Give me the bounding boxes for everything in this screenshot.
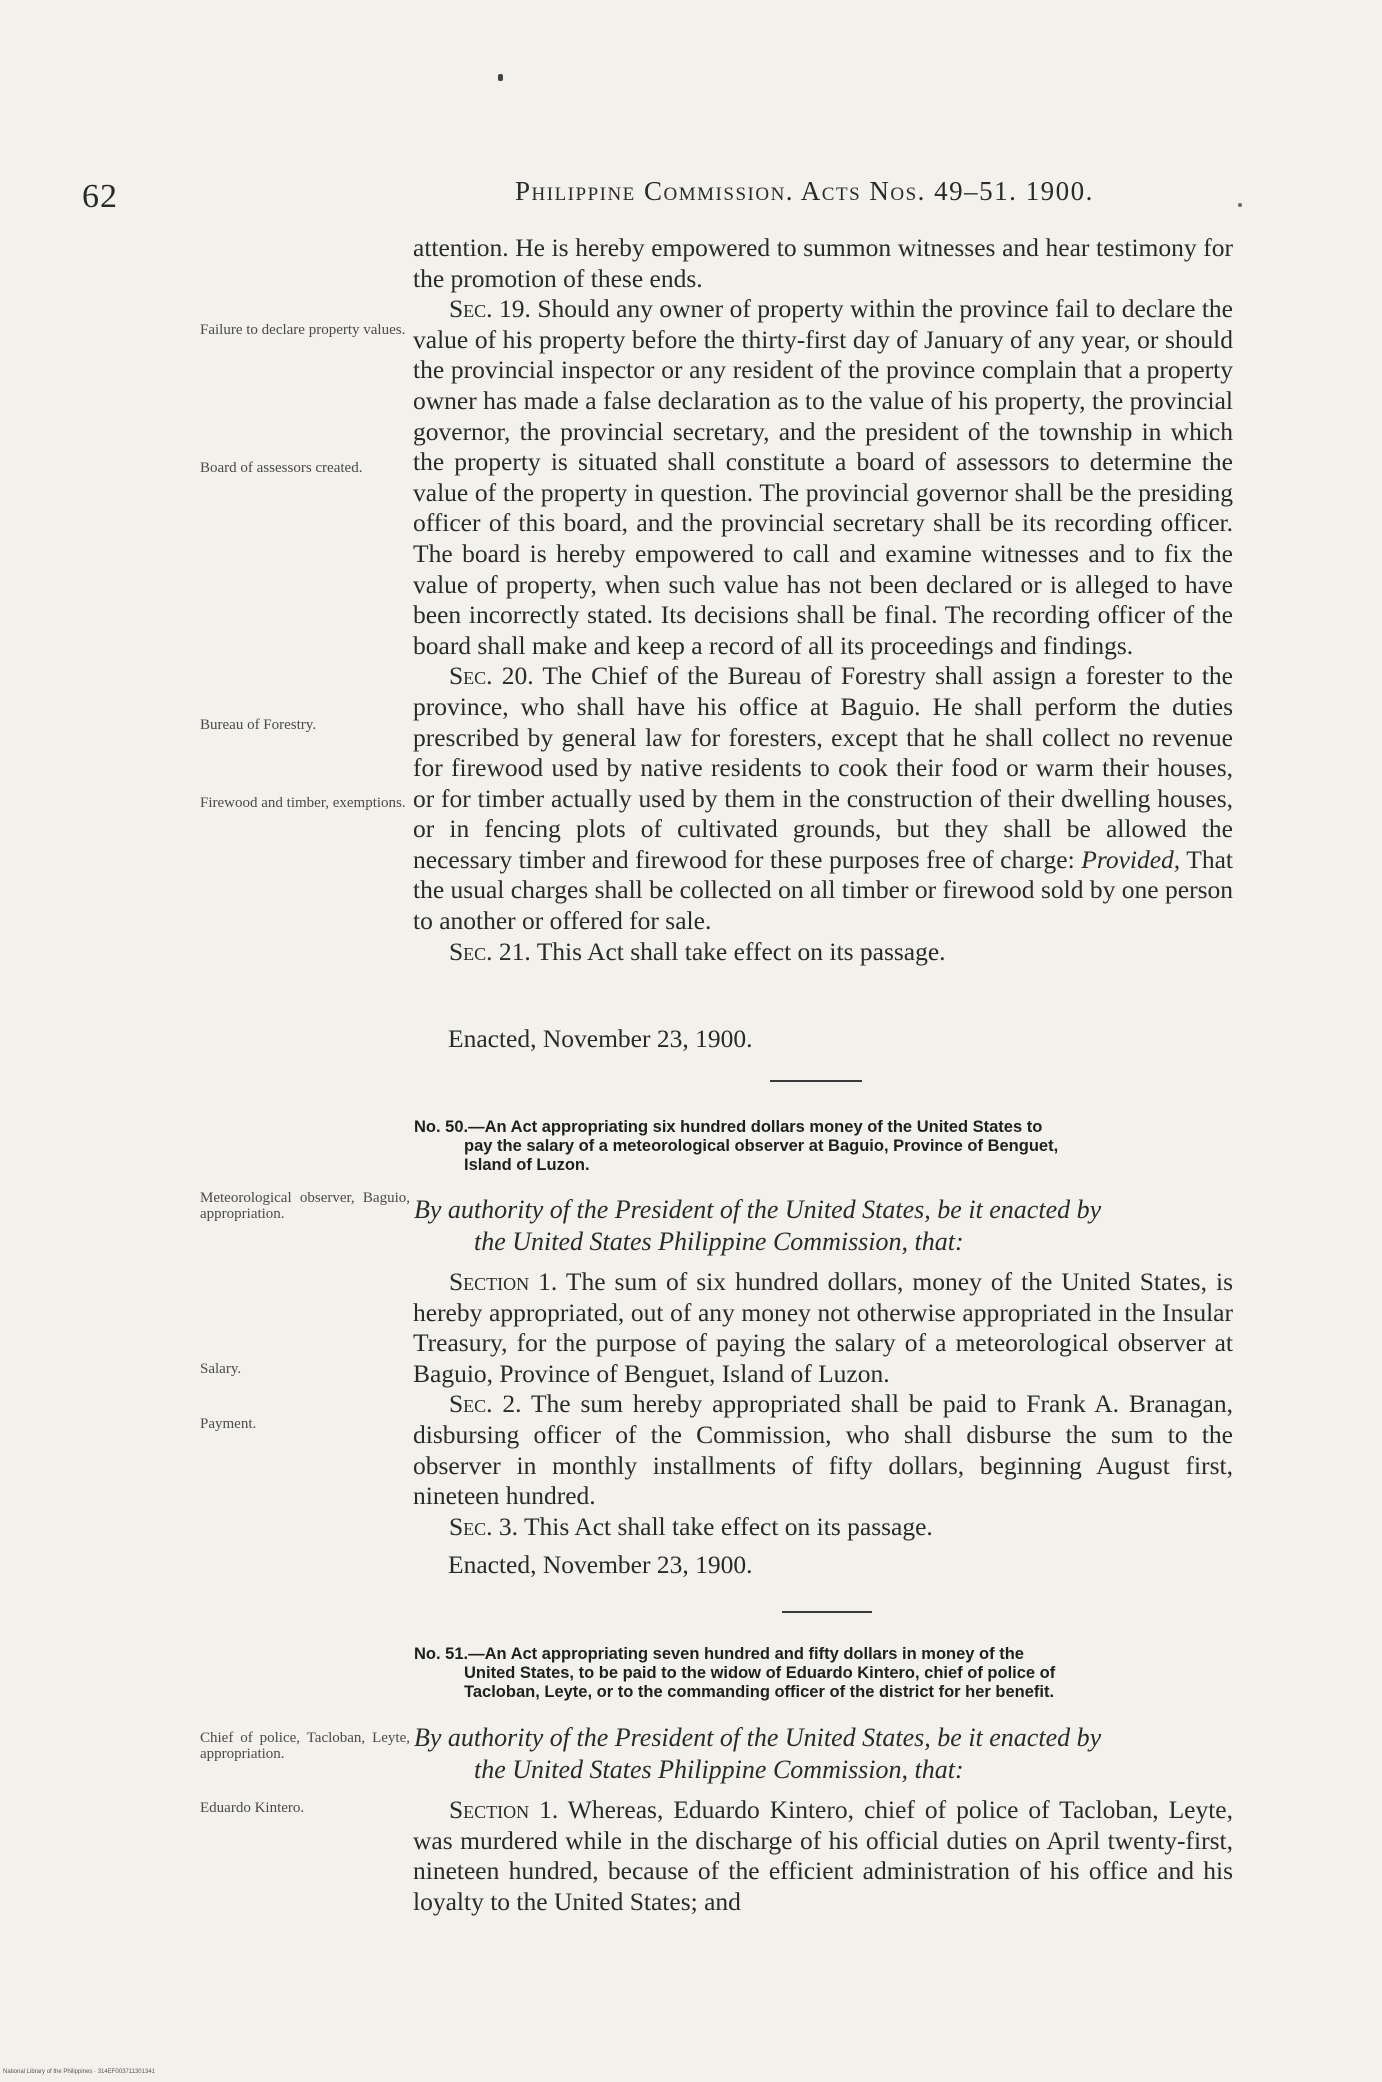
act51-body — [413, 1795, 1233, 1917]
heading-line: United States, to be paid to the widow of Eduardo Kintero, chief of police of — [464, 1664, 1056, 1682]
margin-note: Salary. — [200, 1361, 242, 1377]
section-text: Whereas, Eduardo Kintero, chief of police of Tacloban, Leyte, was murdered while in the discharge of his official duties on April twenty-first, nineteen hundred, because of the efficient administration of his office and his loyalty to the United States; and — [413, 1795, 1234, 1916]
paragraph: attention. He is hereby empowered to summon witnesses and hear testimony for the promotion of these ends. — [413, 233, 1233, 293]
section-label: Sec. 3. — [449, 1511, 519, 1541]
act51-enacting-clause — [414, 1722, 1234, 1786]
section-1 — [413, 1267, 1233, 1389]
act51-heading — [414, 1645, 1236, 1702]
section-21 — [413, 937, 1233, 968]
section-label: Section 1. — [449, 1267, 558, 1296]
section-19 — [413, 294, 1233, 661]
section-3 — [413, 1512, 1233, 1543]
section-2 — [413, 1389, 1233, 1511]
heading-line: No. 51.—An Act appropriating seven hundred and fifty dollars in money of the — [414, 1645, 1024, 1663]
margin-note: Bureau of Forestry. — [200, 717, 317, 733]
heading-line: Tacloban, Leyte, or to the commanding officer of the district for her benefit. — [464, 1683, 1055, 1701]
section-text: That the usual charges shall be collected on all timber or firewood sold by one person to another or offered for sale. — [413, 844, 1233, 936]
section-text: The sum of six hundred dollars, money of the United States, is hereby appropriated, out of any money not otherwise appropriated in the Insular Treasury, for the purpose of paying the salary of a meteorological observer at Baguio, Province of Benguet, Island of Luzon. — [413, 1267, 1233, 1388]
margin-note: Meteorological observer, Baguio, appropriation. — [200, 1190, 410, 1222]
section-label: Section 1. — [449, 1795, 559, 1824]
section-label: Sec. 21. — [449, 936, 531, 966]
provided-italic: Provided, — [1081, 844, 1181, 874]
margin-note: Chief of police, Tacloban, Leyte, appropriation. — [200, 1730, 410, 1762]
section-label: Sec. 20. — [449, 661, 534, 691]
section-20 — [413, 661, 1233, 936]
heading-line: No. 50.—An Act appropriating six hundred dollars money of the United States to — [414, 1118, 1043, 1136]
authority-line: By authority of the President of the United States, be it enacted by — [414, 1723, 1102, 1752]
scan-speck — [1238, 203, 1242, 207]
section-text: The sum hereby appropriated shall be paid to Frank A. Branagan, disbursing officer of the Commission, who shall disburse the sum to the observer in monthly installments of fifty dollars, beginning August first, nineteen hundred. — [413, 1389, 1233, 1511]
authority-line: By authority of the President of the United States, be it enacted by — [414, 1195, 1102, 1224]
authority-line: the United States Philippine Commission, that: — [474, 1755, 964, 1784]
act49-body — [413, 233, 1233, 967]
margin-note: Eduardo Kintero. — [200, 1800, 305, 1816]
margin-note: Firewood and timber, exemptions. — [200, 795, 406, 811]
section-text: This Act shall take effect on its passage. — [530, 936, 946, 966]
margin-note: Board of assessors created. — [200, 460, 363, 476]
enacted-date: Enacted, November 23, 1900. — [448, 1024, 753, 1053]
section-1 — [413, 1795, 1233, 1917]
section-text: Should any owner of property within the province fail to declare the value of his property before the thirty-first day of January of any year, or should the provincial inspector or any resident of the province complain that a property owner has made a false declaration as to the value of his property, the provincial governor, the provincial secretary, and the president of the township in which the property is situated shall constitute a board of assessors to determine the value of the property in question. The provincial governor shall be the presiding officer of this board, and the provincial secretary shall be its recording officer. The board is hereby empowered to call and examine witnesses and to fix the value of property, when such value has not been declared or is alleged to have been incorrectly stated. Its decisions shall be final. The recording officer of the board shall make and keep a record of all its proceedings and findings. — [413, 294, 1233, 660]
section-label: Sec. 19. — [449, 294, 531, 324]
section-text: This Act shall take effect on its passage. — [518, 1511, 933, 1541]
enacted-date: Enacted, November 23, 1900. — [448, 1550, 753, 1579]
heading-line: Island of Luzon. — [464, 1156, 590, 1174]
scan-footer: National Library of the Philippines · 314EF003711301341 — [3, 2069, 155, 2075]
heading-line: pay the salary of a meteorological observer at Baguio, Province of Benguet, — [464, 1137, 1059, 1155]
act50-body — [413, 1267, 1233, 1542]
section-label: Sec. 2. — [449, 1389, 522, 1419]
scan-speck — [498, 74, 503, 81]
margin-note: Payment. — [200, 1416, 257, 1432]
act50-heading — [414, 1118, 1236, 1175]
section-text: The Chief of the Bureau of Forestry shall assign a forester to the province, who shall have his office at Baguio. He shall perform the duties prescribed by general law for foresters, except that he shall collect no revenue for firewood used by native residents to cook their food or warm their houses, or for timber actually used by them in the construction of their dwelling houses, or in fencing plots of cultivated grounds, but they shall be allowed the necessary timber and firewood for these purposes free of charge: — [413, 661, 1234, 874]
section-divider — [782, 1611, 872, 1613]
section-divider — [770, 1080, 862, 1082]
running-head: Philippine Commission. Acts Nos. 49–51. 1900. — [515, 176, 1094, 206]
margin-note: Failure to declare property values. — [200, 322, 406, 338]
act50-enacting-clause — [414, 1194, 1234, 1258]
page-number: 62 — [82, 178, 118, 215]
authority-line: the United States Philippine Commission, that: — [474, 1227, 964, 1256]
